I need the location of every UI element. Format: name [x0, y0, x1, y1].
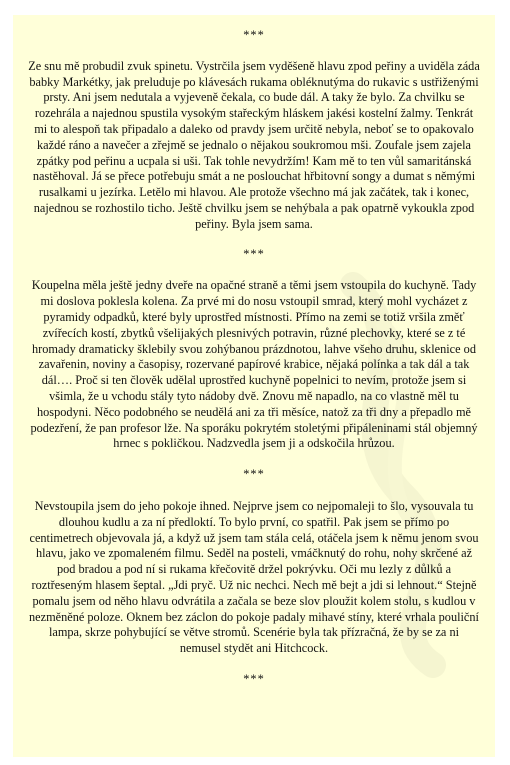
- document-page: [13, 15, 495, 757]
- section-separator: ***: [243, 467, 265, 482]
- section-separator: ***: [243, 246, 265, 261]
- section-separator: ***: [243, 671, 265, 686]
- paragraph-3: Nevstoupila jsem do jeho pokoje ihned. Nejprve jsem co nejpomaleji to šlo, vysouvala tu dlouhou kudlu a za ní předloktí. To bylo první, co spatřil. Pak jsem se přímo po centimetrech objevovala já, a když už jsem tam stála celá, otáčela jsem k němu jenom svou hlavu, jako ve zpomaleném filmu. Seděl na posteli, vmáčknutý do rohu, nohy skrčené až pod bradou a pod ní si rukama křečovitě držel pokrývku. Oči mu lezly z důlků a roztřeseným hlasem šeptal. „Jdi pryč. Už nic nechci. Nech mě bejt a jdi si lehnout.“ Stejně pomalu jsem od něho hlavu odvrátila a začala se beze slov ploužit kolem stolu, s kudlou v nezměněné poloze. Oknem bez záclon do pokoje padaly mihavé stíny, které vrhala pouliční lampa, skrze pohybující se větve stromů. Scenérie byla tak přízračná, že by se za ni nemusel stydět ani Hitchcock.: [29, 498, 479, 656]
- paragraph-1: Ze snu mě probudil zvuk spinetu. Vystrčila jsem vyděšeně hlavu zpod peřiny a uviděla záda babky Markétky, jak preluduje po klávesách rukama obléknutýma do rukavic s ustřiženými prsty. Ani jsem nedutala a vyjeveně čekala, co bude dál. A taky že bylo. Za chvilku se rozehrála a najednou spustila vysokým stařeckým hláskem jakési kostelní žalmy. Tenkrát mi to alespoň tak připadalo a daleko od pravdy jsem určitě nebyla, neboť se to opakovalo každé ráno a navečer a zřejmě se jednalo o nějakou soukromou mši. Zoufale jsem zajela zpátky pod peřinu a ucpala si uši. Tak tohle nevydržím! Kam mě to ten vůl samaritánská nastěhoval. Já se přece potřebuju smát a ne poslouchat hřbitovní songy a dumat s němými rusalkami u jezírka. Letělo mi hlavou. Ale protože všechno má jak začátek, tak i konec, najednou se rozhostilo ticho. Ještě chvilku jsem se nehýbala a pak opatrně vykoukla zpod peřiny. Byla jsem sama.: [28, 58, 480, 231]
- document-content: [13, 15, 495, 688]
- paragraph-2: Koupelna měla ještě jedny dveře na opačné straně a těmi jsem vstoupila do kuchyně. Tady mi doslova poklesla kolena. Za prvé mi do nosu vstoupil smrad, který mohl vycházet z pyramidy odpadků, které byly uprostřed místnosti. Přímo na zemi se totiž vršila změť zvířecích kostí, zbytků všelijakých plesnivých potravin, různé plechovky, které se z té hromady dramaticky šklebily svou zohýbanou prázdnotou, lahve všeho druhu, sklenice od zavařenin, noviny a časopisy, rozervané papírové krabice, nějaká polínka a tak dál a tak dál…. Proč si ten člověk udělal uprostřed kuchyně popelnici to nevím, protože jsem si všimla, že u vchodu stály tyto nádoby dvě. Znovu mě napadlo, na co vlastně měl tu hospodyni. Něco podobného se neudělá ani za tři měsíce, natož za tři dny a přepadlo mě podezření, že pan profesor lže. Na sporáku pokrytém stoletými připáleninami stál objemný hrnec s pokličkou. Nadzvedla jsem ji a odskočila hrůzou.: [30, 278, 478, 451]
- section-separator: ***: [243, 28, 265, 42]
